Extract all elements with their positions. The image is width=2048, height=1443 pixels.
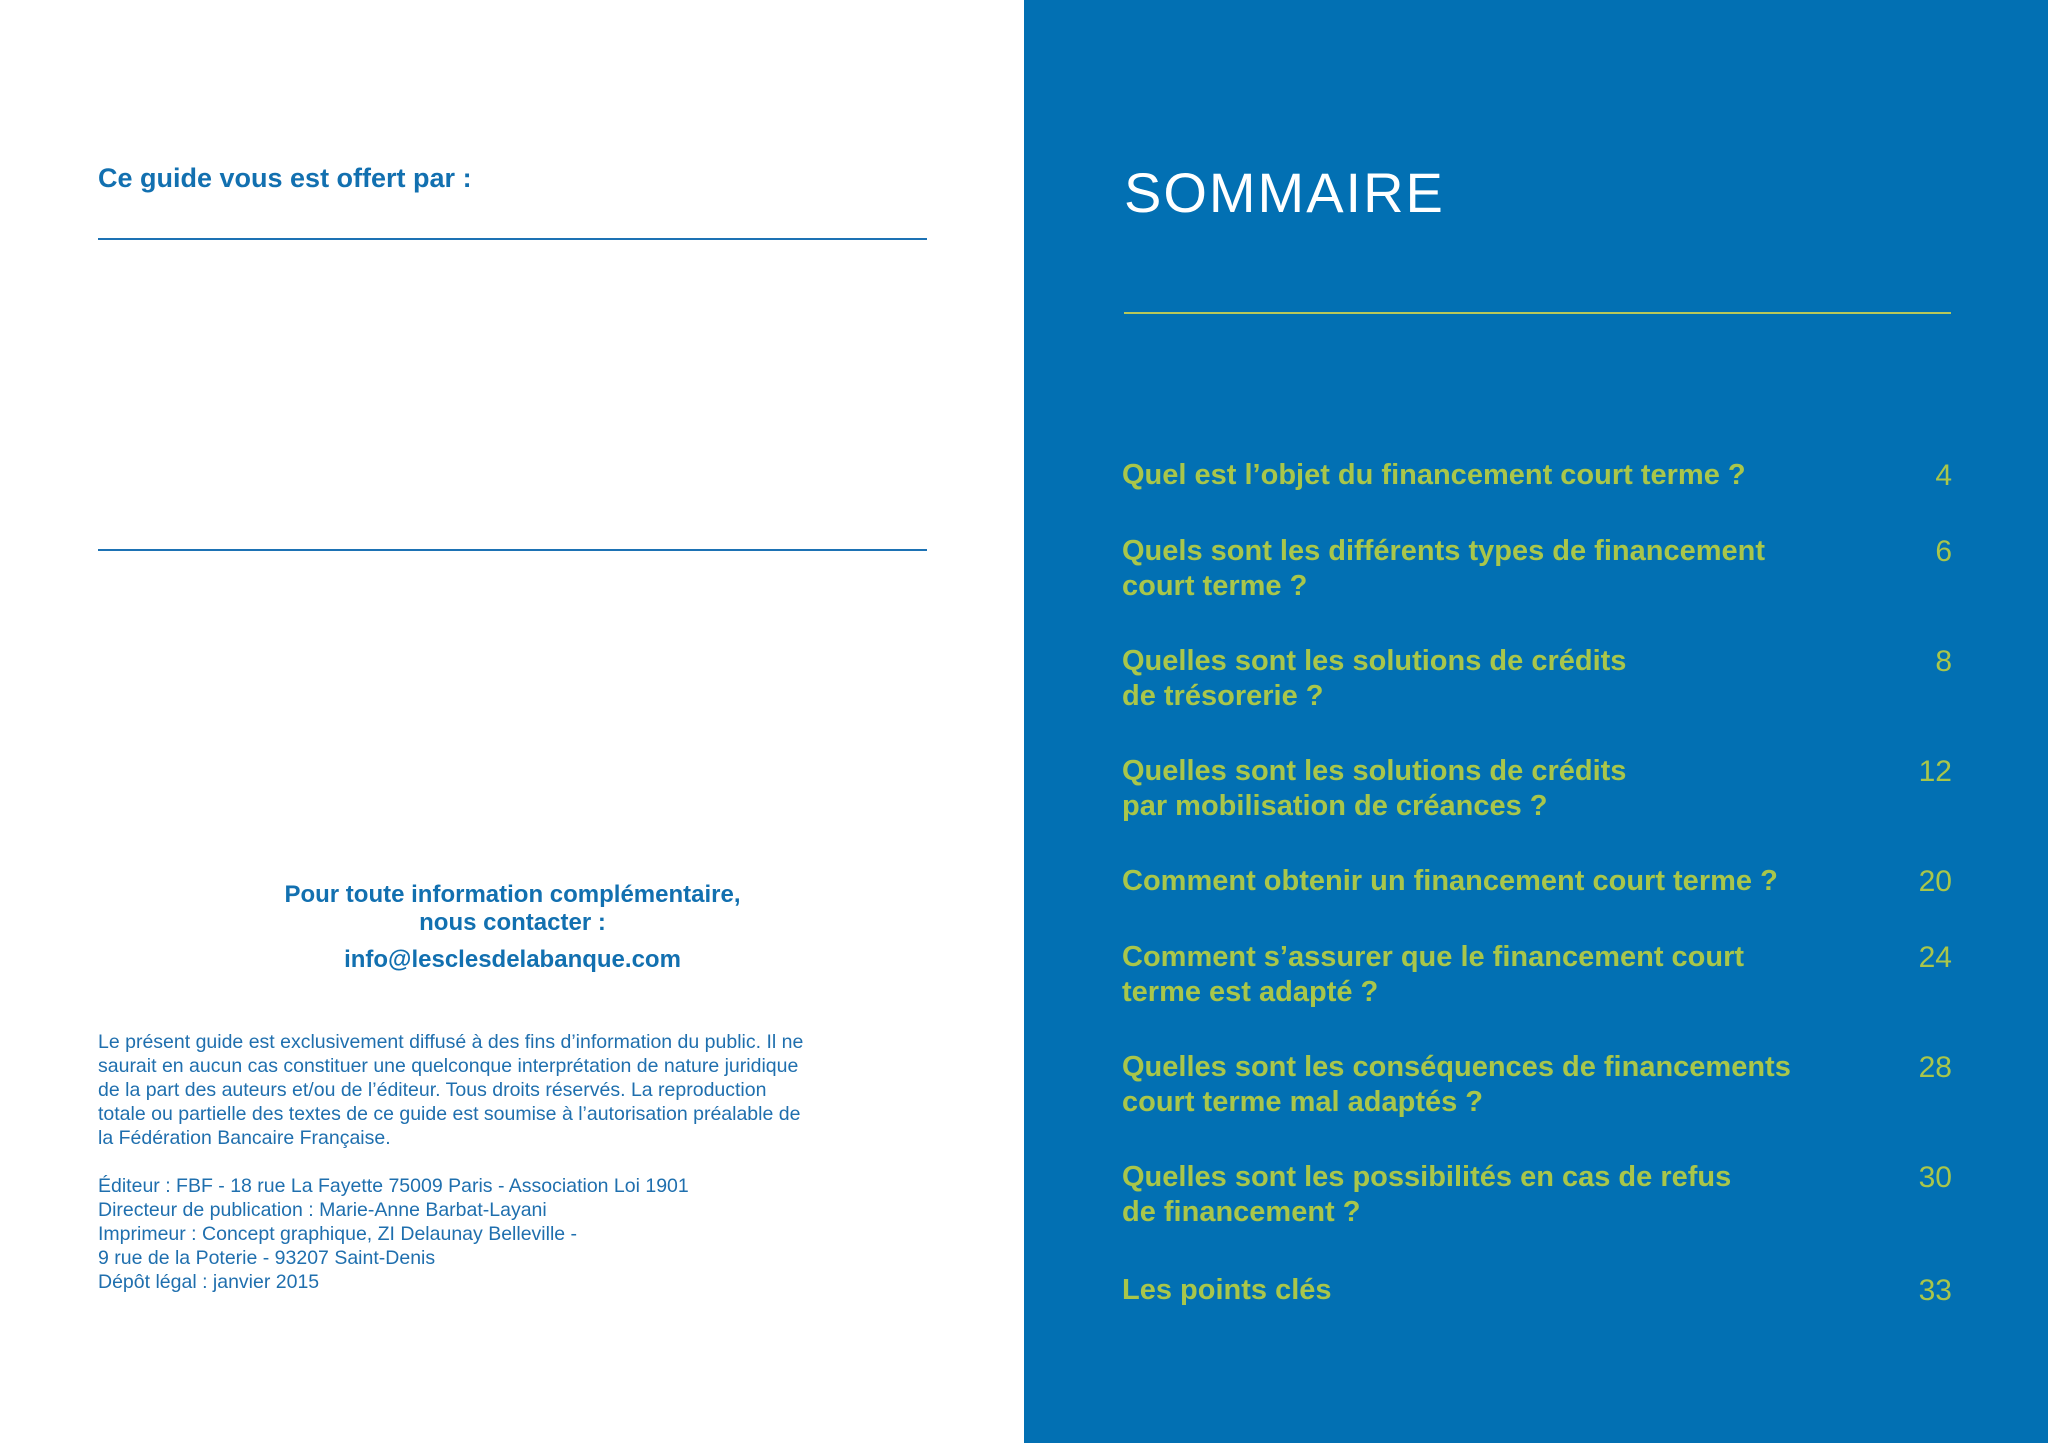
- toc-title-line: de trésorerie ?: [1122, 680, 1324, 712]
- disclaimer-line: totale ou partielle des textes de ce guide est soumise à l’autorisation préalable de: [98, 1103, 801, 1125]
- contact-line-1: Pour toute information complémentaire,: [284, 881, 741, 908]
- offered-by-heading: Ce guide vous est offert par :: [98, 163, 472, 193]
- toc-title-line: court terme ?: [1122, 570, 1308, 602]
- legal-notice: [98, 1030, 938, 1294]
- toc-title-line: par mobilisation de créances ?: [1122, 790, 1548, 822]
- sommaire-title: SOMMAIRE: [1124, 161, 1445, 224]
- legal-spacer: [98, 1150, 938, 1174]
- toc-entry-title: [1122, 644, 1882, 714]
- toc-title-line: Comment s’assurer que le financement court: [1122, 941, 1745, 973]
- toc-title-line: Quels sont les différents types de financement: [1122, 535, 1765, 567]
- toc-entry-title: [1122, 1160, 1882, 1230]
- contact-line-2: nous contacter :: [419, 909, 606, 936]
- publisher-line: Directeur de publication : Marie-Anne Barbat-Layani: [98, 1199, 547, 1221]
- disclaimer-line: Le présent guide est exclusivement diffusé à des fins d’information du public. Il ne: [98, 1031, 804, 1053]
- sommaire-divider: [1124, 312, 1951, 314]
- toc-entry-title: [1122, 1050, 1882, 1120]
- contact-email-link[interactable]: info@lesclesdelabanque.com: [344, 946, 681, 973]
- toc-title-line: Quel est l’objet du financement court terme ?: [1122, 459, 1746, 491]
- top-divider: [98, 238, 927, 240]
- toc-title-line: Comment obtenir un financement court terme ?: [1122, 865, 1778, 897]
- bottom-divider: [98, 549, 927, 551]
- toc-page-number: 20: [1918, 865, 1952, 898]
- publisher-line: 9 rue de la Poterie - 93207 Saint-Denis: [98, 1247, 436, 1269]
- disclaimer-line: de la part des auteurs et/ou de l’éditeur. Tous droits réservés. La reproduction: [98, 1079, 767, 1101]
- toc-title-line: Les points clés: [1122, 1274, 1332, 1306]
- contact-block: [98, 881, 927, 974]
- toc-entry-title: [1122, 1273, 1882, 1308]
- toc-page-number: 28: [1918, 1051, 1952, 1084]
- toc-page-number: 12: [1918, 755, 1952, 788]
- toc-page-number: 33: [1918, 1274, 1952, 1307]
- toc-page-number: 30: [1918, 1161, 1952, 1194]
- publisher-line: Imprimeur : Concept graphique, ZI Delaunay Belleville -: [98, 1223, 578, 1245]
- toc-entry-title: [1122, 940, 1882, 1010]
- toc-page-number: 8: [1935, 645, 1952, 678]
- toc-page-number: 4: [1935, 459, 1952, 492]
- disclaimer-line: saurait en aucun cas constituer une quelconque interprétation de nature juridique: [98, 1055, 799, 1077]
- toc-page-number: 24: [1918, 941, 1952, 974]
- disclaimer-line: la Fédération Bancaire Française.: [98, 1127, 391, 1149]
- toc-entry-title: [1122, 754, 1882, 824]
- toc-entry-title: [1122, 534, 1882, 604]
- toc-title-line: court terme mal adaptés ?: [1122, 1086, 1483, 1118]
- publisher-line: Éditeur : FBF - 18 rue La Fayette 75009 Paris - Association Loi 1901: [98, 1175, 689, 1197]
- toc-entry-title: [1122, 458, 1882, 493]
- toc-title-line: de financement ?: [1122, 1196, 1361, 1228]
- toc-title-line: Quelles sont les solutions de crédits: [1122, 755, 1627, 787]
- publisher-line: Dépôt légal : janvier 2015: [98, 1271, 320, 1293]
- toc-title-line: Quelles sont les solutions de crédits: [1122, 645, 1627, 677]
- toc-title-line: terme est adapté ?: [1122, 976, 1379, 1008]
- toc-title-line: Quelles sont les conséquences de financements: [1122, 1051, 1791, 1083]
- toc-title-line: Quelles sont les possibilités en cas de refus: [1122, 1161, 1732, 1193]
- toc-entry-title: [1122, 864, 1882, 899]
- toc-page-number: 6: [1935, 535, 1952, 568]
